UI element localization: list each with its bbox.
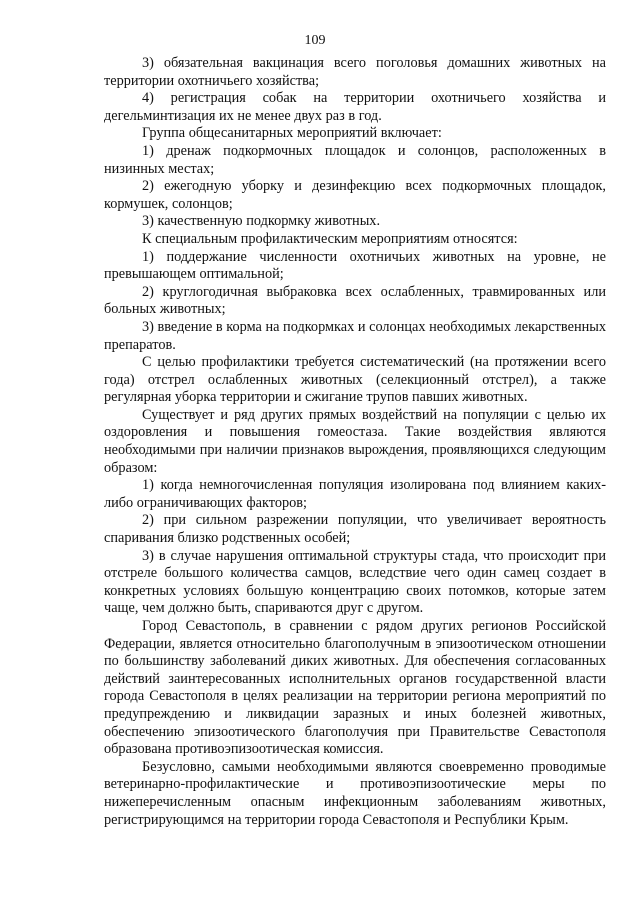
paragraph: Существует и ряд других прямых воздействий на популяции с целью их оздоровления и повышения гомеостаза. Такие воздействия являются необходимыми при наличии признаков вырождения, проявляющихся следующим образом:: [104, 406, 606, 476]
list-item: 1) дренаж подкормочных площадок и солонцов, расположенных в низинных местах;: [104, 142, 606, 177]
list-item: 1) поддержание численности охотничьих животных на уровне, не превышающем оптимальной;: [104, 248, 606, 283]
body-text: [104, 55, 606, 829]
paragraph: Город Севастополь, в сравнении с рядом других регионов Российской Федерации, является относительно благополучным в эпизоотическом отношении по большинству заболеваний диких животных. Для обеспечения согласованных действий заинтересованных исполнительных органов государственной власти города Севастополя в целях реализации на территории региона мероприятий по предупреждению и ликвидации заразных и иных болезней животных, обеспечению эпизоотического благополучия при Правительстве Севастополя образована противоэпизоотическая комиссия.: [104, 618, 606, 758]
paragraph: Безусловно, самыми необходимыми являются своевременно проводимые ветеринарно-профилактические и противоэпизоотические меры по нижеперечисленным опасным инфекционным заболеваниям животных, регистрирующимся на территории города Севастополя и Республики Крым.: [104, 758, 606, 828]
list-item: 1) когда немногочисленная популяция изолирована под влиянием каких-либо ограничивающих факторов;: [104, 477, 606, 511]
list-item: 3) обязательная вакцинация всего поголовья домашних животных на территории охотничьего хозяйства;: [104, 55, 606, 89]
list-item: 2) при сильном разрежении популяции, что увеличивает вероятность спаривания близко родственных особей;: [104, 512, 606, 547]
list-item: 2) ежегодную уборку и дезинфекцию всех подкормочных площадок, кормушек, солонцов;: [104, 178, 606, 212]
list-item: 3) в случае нарушения оптимальной структуры стада, что происходит при отстреле большого количества самцов, вследствие чего один самец создает в конкретных условиях большую концентрацию своих потомков, которые затем чаще, чем должно быть, спариваются друг с другом.: [104, 547, 606, 617]
list-item: 4) регистрация собак на территории охотничьего хозяйства и дегельминтизация их не менее двух раз в год.: [104, 90, 606, 124]
section-intro: К специальным профилактическим мероприятиям относятся:: [142, 230, 518, 247]
paragraph: С целью профилактики требуется систематический (на протяжении всего года) отстрел ослабленных животных (селекционный отстрел), а также регулярная уборка территории и сжигание трупов павших животных.: [104, 354, 606, 406]
page-number: 109: [304, 33, 326, 48]
section-intro: Группа общесанитарных мероприятий включает:: [142, 125, 442, 142]
list-item: 3) качественную подкормку животных.: [142, 213, 381, 230]
list-item: 3) введение в корма на подкормках и солонцах необходимых лекарственных препаратов.: [104, 318, 606, 353]
list-item: 2) круглогодичная выбраковка всех ослабленных, травмированных или больных животных;: [104, 283, 606, 318]
